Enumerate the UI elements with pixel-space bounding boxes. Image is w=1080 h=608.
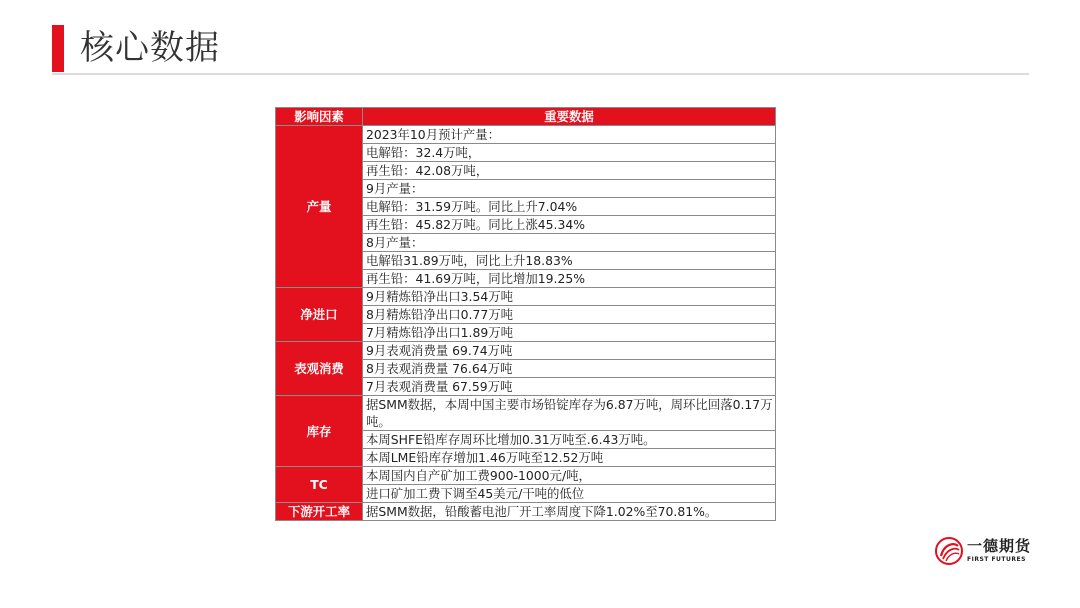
factor-cell-production: 产量 xyxy=(276,126,363,288)
data-cell: 本周SHFE铅库存周环比增加0.31万吨至.6.43万吨。 xyxy=(363,431,776,449)
data-cell: 再生铅：45.82万吨。同比上涨45.34% xyxy=(363,216,776,234)
data-cell: 本周国内自产矿加工费900-1000元/吨， xyxy=(363,467,776,485)
data-cell: 进口矿加工费下调至45美元/干吨的低位 xyxy=(363,485,776,503)
data-cell: 电解铅31.89万吨，同比上升18.83% xyxy=(363,252,776,270)
table-row xyxy=(276,396,776,431)
factor-cell-tc: TC xyxy=(276,467,363,503)
data-cell: 再生铅：42.08万吨， xyxy=(363,162,776,180)
table-row xyxy=(276,126,776,144)
page-title: 核心数据 xyxy=(80,28,220,68)
header-data: 重要数据 xyxy=(363,108,776,126)
data-cell: 据SMM数据，本周中国主要市场铅锭库存为6.87万吨，周环比回落0.17万吨。 xyxy=(363,396,776,431)
company-logo xyxy=(934,536,1034,566)
data-cell: 据SMM数据，铅酸蓄电池厂开工率周度下降1.02%至70.81%。 xyxy=(363,503,776,521)
first-futures-logo-icon xyxy=(934,536,964,566)
factor-cell-inventory: 库存 xyxy=(276,396,363,467)
factor-cell-downstream-operating-rate: 下游开工率 xyxy=(276,503,363,521)
data-cell: 7月精炼铅净出口1.89万吨 xyxy=(363,324,776,342)
data-cell: 2023年10月预计产量： xyxy=(363,126,776,144)
data-cell: 9月产量： xyxy=(363,180,776,198)
table-row xyxy=(276,467,776,485)
data-cell: 8月表观消费量 76.64万吨 xyxy=(363,360,776,378)
factor-cell-apparent-consumption: 表观消费 xyxy=(276,342,363,396)
title-accent-bar xyxy=(52,25,64,72)
core-data-table xyxy=(275,107,776,521)
data-cell: 8月产量： xyxy=(363,234,776,252)
title-divider xyxy=(52,73,1029,75)
logo-name-cn: 一德期货 xyxy=(967,537,1032,555)
header-factor: 影响因素 xyxy=(276,108,363,126)
table-row xyxy=(276,288,776,306)
data-cell: 电解铅：31.59万吨。同比上升7.04% xyxy=(363,198,776,216)
data-cell: 8月精炼铅净出口0.77万吨 xyxy=(363,306,776,324)
factor-cell-net-import: 净进口 xyxy=(276,288,363,342)
data-cell: 9月表观消费量 69.74万吨 xyxy=(363,342,776,360)
data-cell: 电解铅：32.4万吨， xyxy=(363,144,776,162)
table-row xyxy=(276,503,776,521)
data-cell: 再生铅：41.69万吨，同比增加19.25% xyxy=(363,270,776,288)
table-header-row xyxy=(276,108,776,126)
table-row xyxy=(276,342,776,360)
data-cell: 7月表观消费量 67.59万吨 xyxy=(363,378,776,396)
data-cell: 本周LME铅库存增加1.46万吨至12.52万吨 xyxy=(363,449,776,467)
logo-name-en: FIRST FUTURES xyxy=(967,556,1026,563)
data-cell: 9月精炼铅净出口3.54万吨 xyxy=(363,288,776,306)
